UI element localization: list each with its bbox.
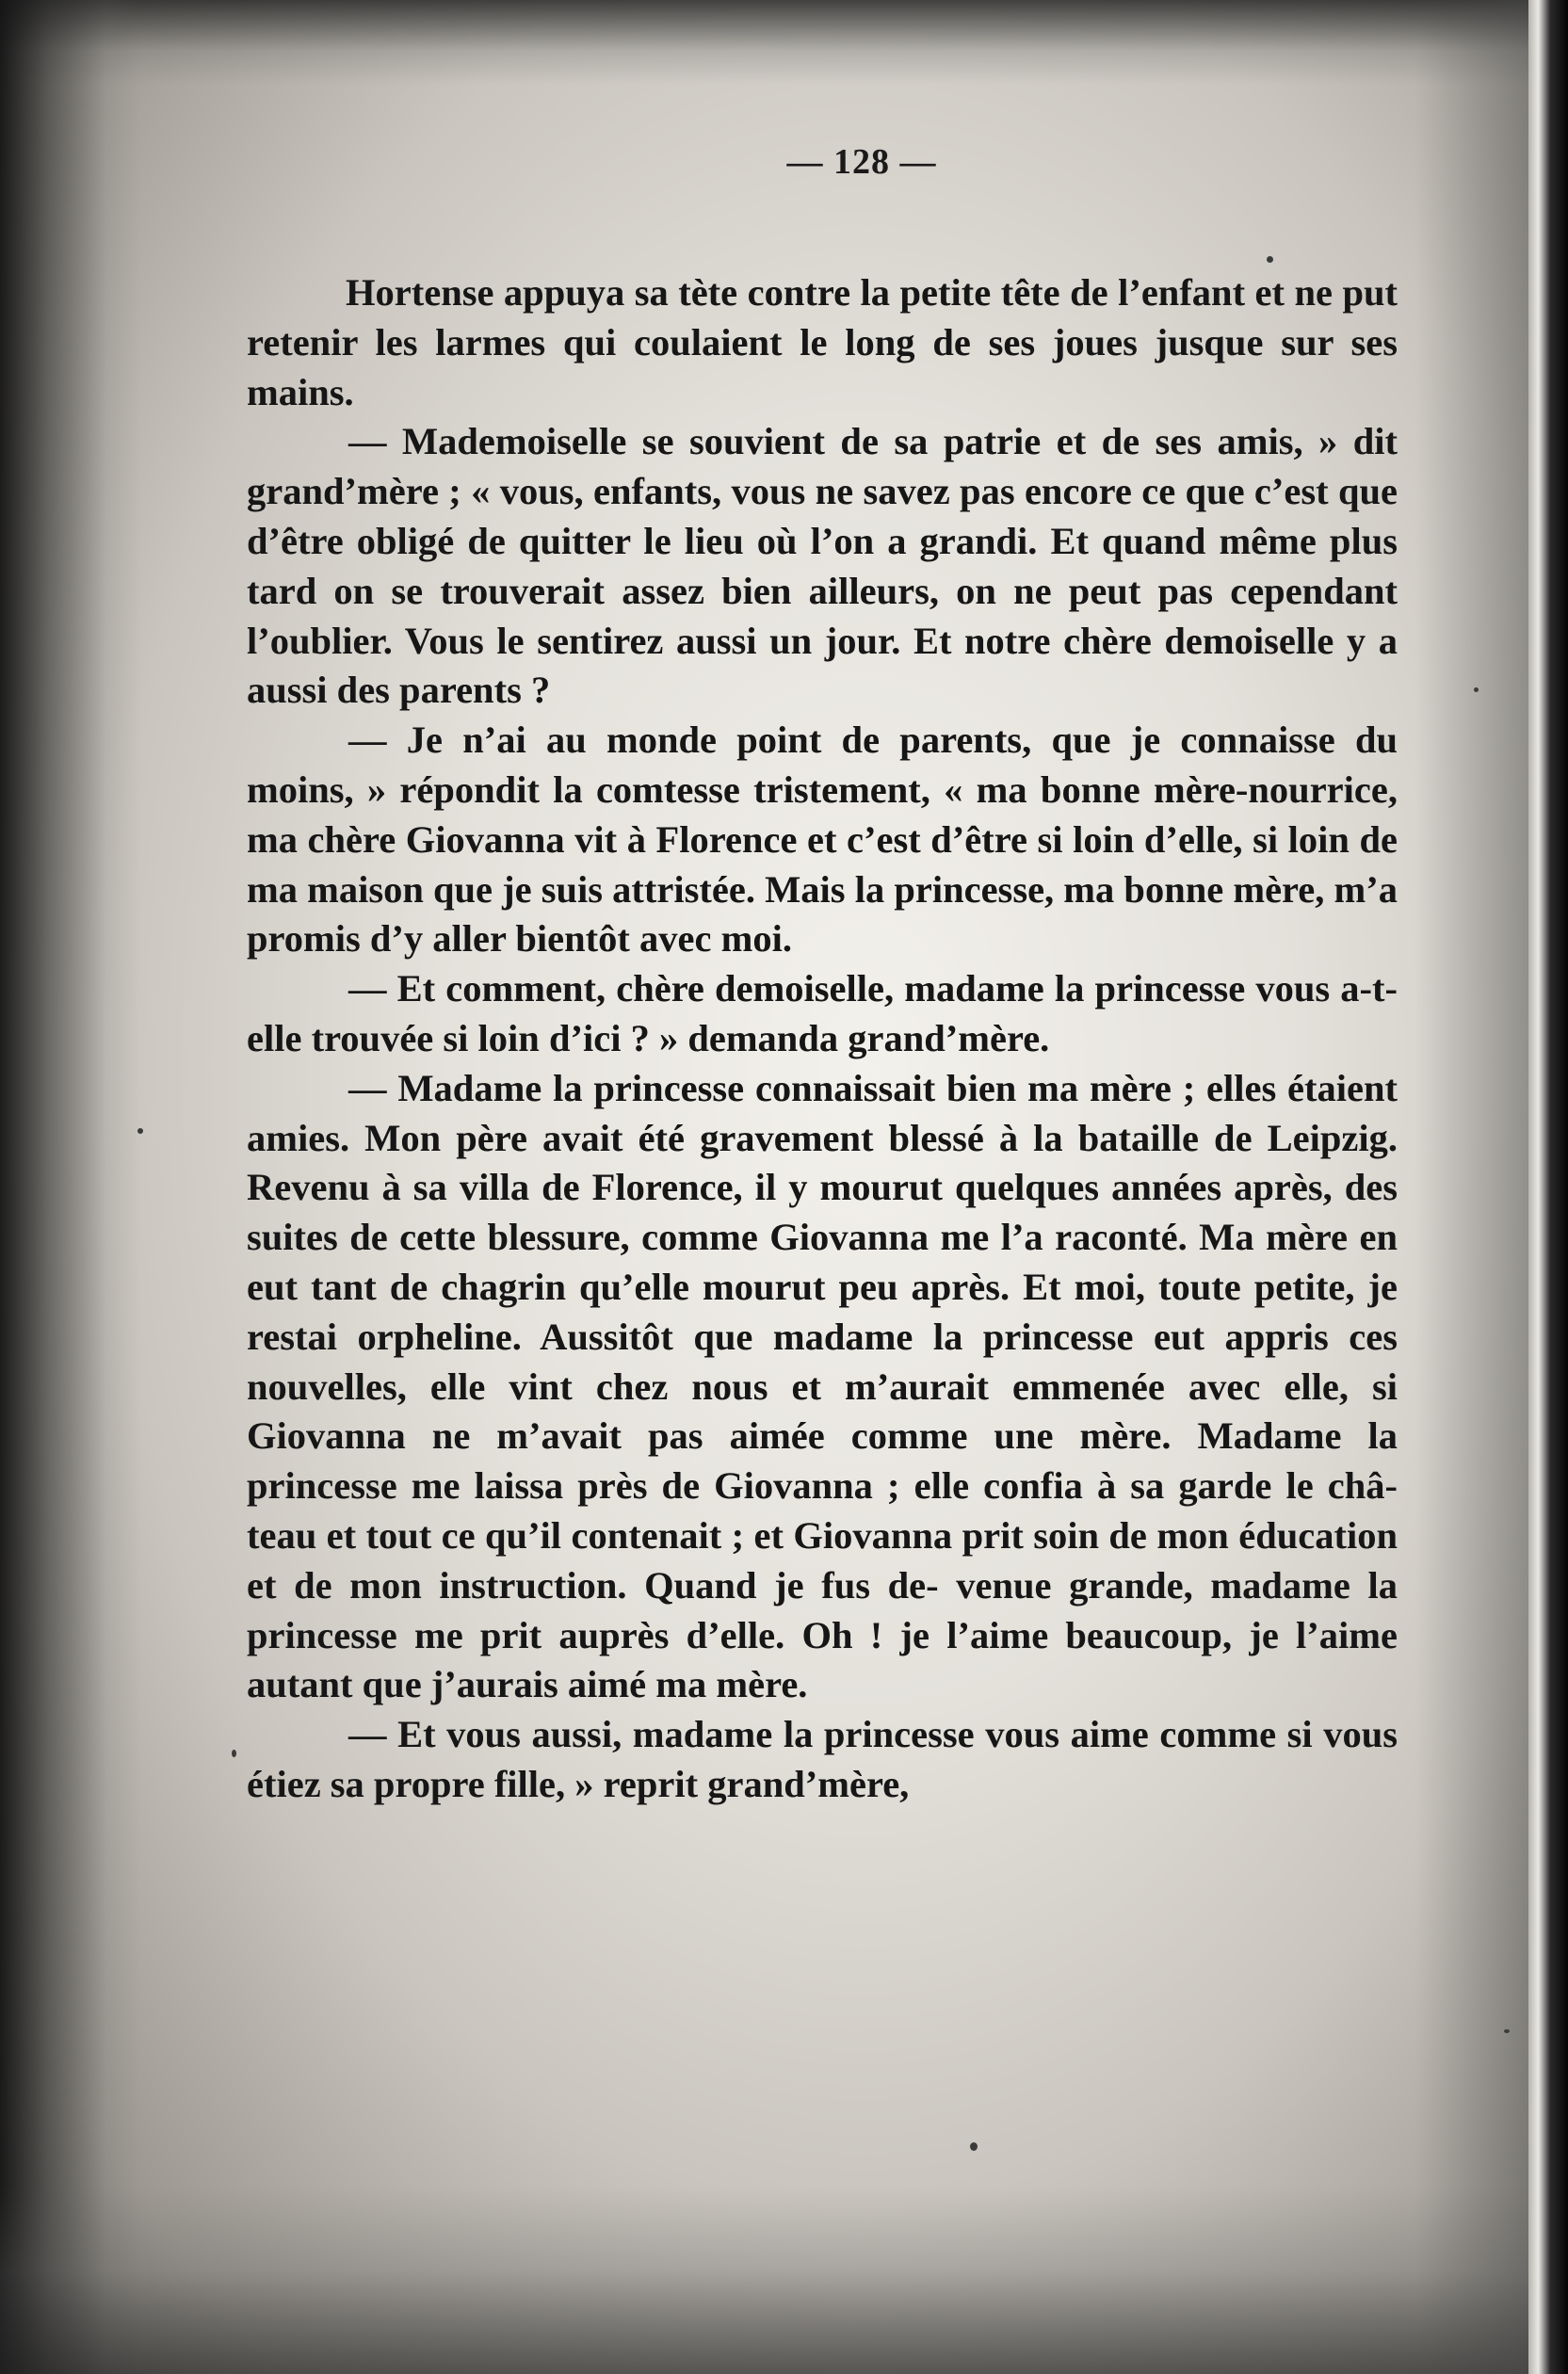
dust-speck [1474, 687, 1479, 692]
dust-speck [232, 1750, 236, 1757]
dust-speck [1267, 256, 1273, 263]
left-binding-shadow [0, 0, 141, 2374]
paragraph: — Je n’ai au monde point de parents, que je connaisse du moins, » répondit la comtesse tristement, « ma bonne mère-nourrice, ma chère Giovanna vit à Florence et c’est d’être si loin d’elle, si loin de ma maison que je suis attristée. Mais la princesse, ma bonne mère, m’a promis d’y aller bientôt avec moi. [247, 719, 1398, 961]
page-number: — 128 — [786, 142, 937, 182]
paragraph: Hortense appuya sa tète contre la petite tête de l’enfant et ne put retenir les larmes qui coulaient le long de ses joues jusque sur ses mains. [247, 271, 1398, 413]
paragraph: — Et comment, chère demoiselle, madame la princesse vous a-t-elle trouvée si loin d’ici ? » demanda grand’mère. [247, 967, 1398, 1059]
paragraph: — Mademoiselle se souvient de sa patrie et de ses amis, » dit grand’mère ; « vous, enfants, vous ne savez pas encore ce que c’est que d’être obligé de quitter le lieu où l’on a grandi. Et quand même plus tard on se trouverait assez bien ailleurs, on ne peut pas cependant l’oublier. Vous le sentirez aussi un jour. Et notre chère demoiselle y a aussi des parents ? [247, 420, 1398, 712]
paragraph: — Et vous aussi, madame la princesse vous aime comme si vous étiez sa propre fille, » reprit grand’mère, [247, 1713, 1398, 1805]
right-shadow [1415, 0, 1528, 2374]
bottom-shadow [0, 2186, 1568, 2374]
dust-speck [970, 2142, 978, 2151]
right-page-edge [1528, 0, 1568, 2374]
paragraph: — Madame la princesse connaissait bien ma mère ; elles étaient amies. Mon père avait été gravement blessé à la bataille de Leipzig. Revenu à sa villa de Florence, il y mourut quelques années après, des suites de cette blessure, comme Giovanna me l’a raconté. Ma mère en eut tant de chagrin qu’elle mourut peu après. Et moi, toute petite, je restai orpheline. Aussitôt que madame la princesse eut appris ces nouvelles, elle vint chez nous et m’aurait emmenée avec elle, si Giovanna ne m’avait pas aimée comme une mère. Madame la princesse me laissa près de Giovanna ; elle confia à sa garde le châ- teau et tout ce qu’il contenait ; et Giovanna prit soin de mon éducation et de mon instruction. Quand je fus de- venue grande, madame la princesse me prit auprès d’elle. Oh ! je l’aime beaucoup, je l’aime autant que j’aurais aimé ma mère. [247, 1066, 1398, 1706]
body-text [247, 268, 1398, 1810]
dust-speck [1504, 2029, 1510, 2033]
dust-speck [137, 1128, 143, 1134]
top-shadow [0, 0, 1568, 85]
